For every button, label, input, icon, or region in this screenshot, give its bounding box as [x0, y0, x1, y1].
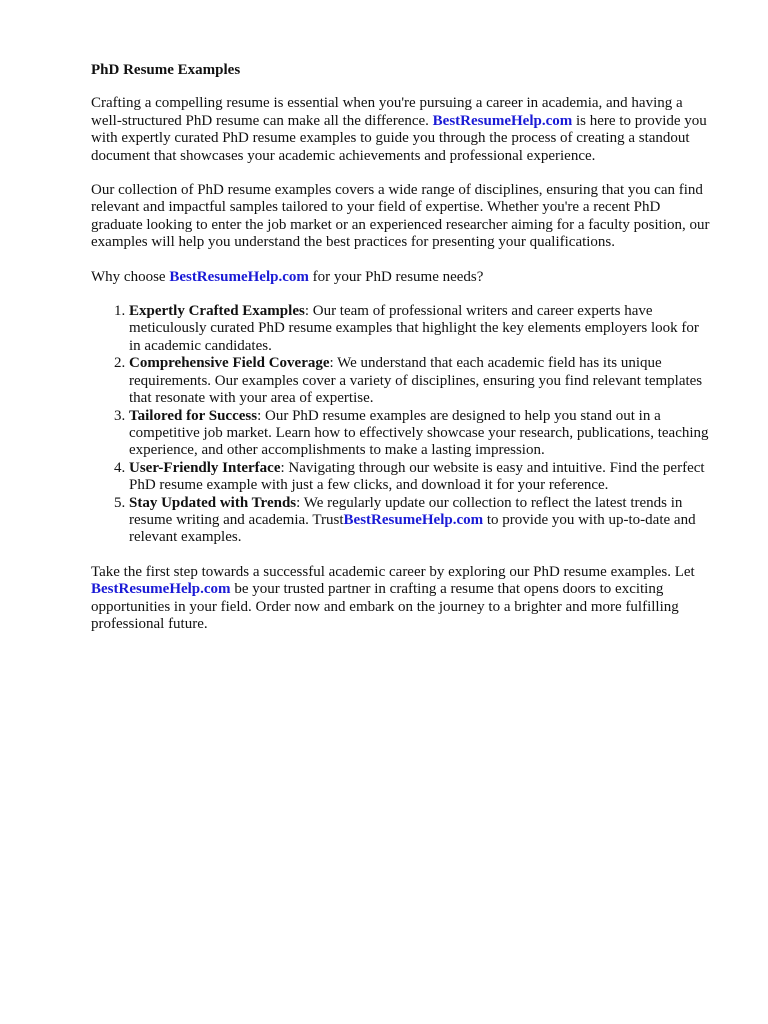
- reason-term: Tailored for Success: [129, 407, 258, 424]
- closing-paragraph: [91, 564, 711, 634]
- list-item: [129, 408, 711, 460]
- reason-term: Expertly Crafted Examples: [129, 303, 305, 320]
- collection-paragraph: Our collection of PhD resume examples covers a wide range of disciplines, ensuring that you can find relevant and impactful samples tailored to your field of expertise. Whether you're a recent PhD graduate looking to enter the job market or an experienced researcher aiming for a faculty position, our examples will help you understand the best practices for presenting your qualifications.: [91, 182, 710, 251]
- reason-term: Comprehensive Field Coverage: [129, 355, 330, 372]
- intro-site-link[interactable]: BestResumeHelp.com: [432, 112, 573, 129]
- why-choose-paragraph: [91, 269, 711, 286]
- reason-text-start: : We regularly update our collection to reflect the latest trends in resume writing and academia. Trust: [129, 494, 683, 528]
- reason-term: Stay Updated with Trends: [129, 494, 297, 511]
- list-item: [129, 303, 711, 355]
- reason-text: : Navigating through our website is easy and intuitive. Find the perfect PhD resume example with just a few clicks, and download it for your reference.: [129, 459, 705, 494]
- why-choose-site-link[interactable]: BestResumeHelp.com: [169, 268, 309, 285]
- reason-text: : Our PhD resume examples are designed to help you stand out in a competitive job market. Learn how to effectively showcase your research, publications, teaching experience, and other accomplishments to make a lasting impression.: [129, 407, 709, 459]
- reason-term: User-Friendly Interface: [129, 459, 281, 476]
- closing-site-link[interactable]: BestResumeHelp.com: [91, 581, 231, 598]
- reason-text: : Our team of professional writers and career experts have meticulously curated PhD resume examples that highlight the key elements employers look for in academic candidates.: [129, 303, 699, 354]
- closing-text-end: be your trusted partner in crafting a resume that opens doors to exciting opportunities in your field. Order now and embark on the journey to a brighter and more fulfilling professional future.: [91, 581, 679, 632]
- intro-paragraph: [91, 95, 711, 165]
- trust-site-link[interactable]: BestResumeHelp.com: [343, 511, 484, 528]
- document-body: [91, 62, 711, 650]
- intro-text-end: is here to provide you with expertly curated PhD resume examples to guide you through the process of creating a standout document that showcases your academic achievements and professional experience.: [91, 112, 707, 164]
- reason-text-end: to provide you with up-to-date and relevant examples.: [129, 511, 696, 546]
- list-item: [129, 460, 711, 495]
- reason-text: : We understand that each academic field has its unique requirements. Our examples cover a variety of disciplines, ensuring you find relevant templates that resonate with your area of expertise.: [129, 355, 703, 407]
- list-item: [129, 355, 711, 407]
- list-item: [129, 495, 711, 547]
- why-choose-text-end: for your PhD resume needs?: [308, 268, 484, 285]
- why-choose-text-start: Why choose: [91, 268, 170, 285]
- closing-text-start: Take the first step towards a successful academic career by exploring our PhD resume examples. Let: [91, 563, 695, 580]
- page-title: PhD Resume Examples: [91, 62, 241, 78]
- reasons-list: [91, 303, 711, 547]
- intro-text-start: Crafting a compelling resume is essential when you're pursuing a career in academia, and having a well-structured PhD resume can make all the difference.: [91, 95, 683, 129]
